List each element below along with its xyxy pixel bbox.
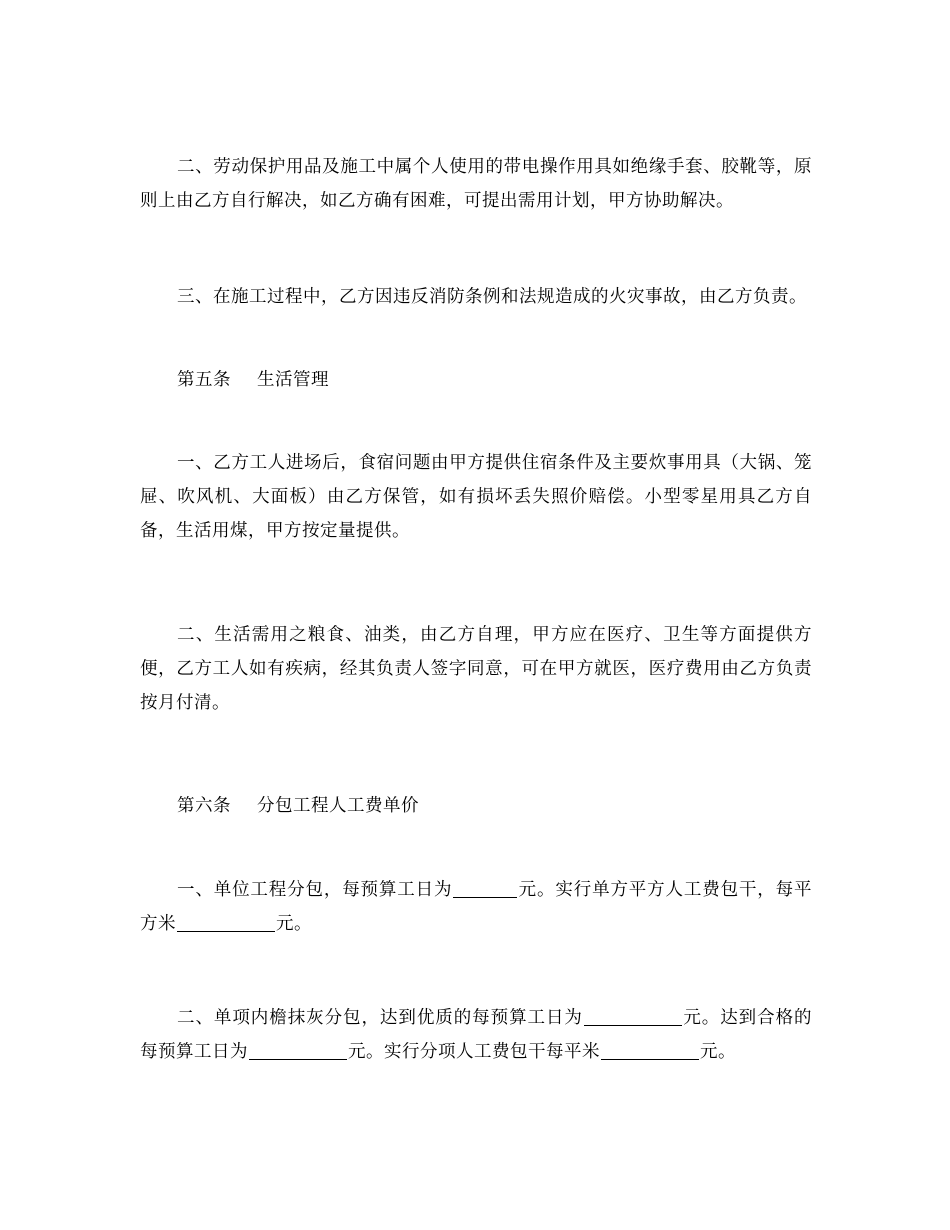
blank-qualified-price[interactable]	[249, 1041, 347, 1060]
unit-price-text-1: 一、单位工程分包，每预算工日为	[177, 880, 453, 900]
article-5-title: 生活管理	[257, 370, 329, 390]
paragraph-food-medical: 二、生活需用之粮食、油类，由乙方自理，甲方应在医疗、卫生等方面提供方便，乙方工人如有疾病，经其负责人签字同意，可在甲方就医，医疗费用由乙方负责按月付清。	[140, 625, 812, 713]
unit-price-text-2: 元。实行单方平方人工费包干，每平方米	[140, 880, 813, 934]
paragraph-fire-responsibility: 三、在施工过程中，乙方因违反消防条例和法规造成的火灾事故，由乙方负责。	[177, 287, 807, 307]
article-6-number: 第六条	[177, 796, 231, 816]
article-6-title: 分包工程人工费单价	[257, 796, 419, 816]
article-6-heading	[177, 789, 419, 823]
unit-price-text-3: 元。	[276, 914, 312, 934]
article-5-number: 第五条	[177, 370, 231, 390]
article-5-heading	[177, 363, 329, 397]
paragraph-plastering-price	[140, 1001, 812, 1069]
blank-excellent-price[interactable]	[584, 1007, 682, 1026]
blank-workday-price[interactable]	[453, 879, 517, 898]
plaster-text-3: 元。实行分项人工费包干每平米	[348, 1042, 600, 1062]
plaster-text-4: 元。	[700, 1042, 736, 1062]
plaster-text-1: 二、单项内檐抹灰分包，达到优质的每预算工日为	[177, 1008, 583, 1028]
blank-per-sqm-price[interactable]	[177, 913, 275, 932]
plaster-text-2: 元。达到合格的每预算工日为	[140, 1008, 813, 1062]
paragraph-unit-project-price	[140, 873, 812, 941]
paragraph-labor-protection: 二、劳动保护用品及施工中属个人使用的带电操作用具如绝缘手套、胶靴等，原则上由乙方自行解决，如乙方确有困难，可提出需用计划，甲方协助解决。	[140, 157, 812, 211]
blank-itemized-price[interactable]	[601, 1041, 699, 1060]
paragraph-accommodation: 一、乙方工人进场后，食宿问题由甲方提供住宿条件及主要炊事用具（大锅、笼屉、吹风机、大面板）由乙方保管，如有损坏丢失照价赔偿。小型零星用具乙方自备，生活用煤，甲方按定量提供。	[140, 453, 812, 541]
